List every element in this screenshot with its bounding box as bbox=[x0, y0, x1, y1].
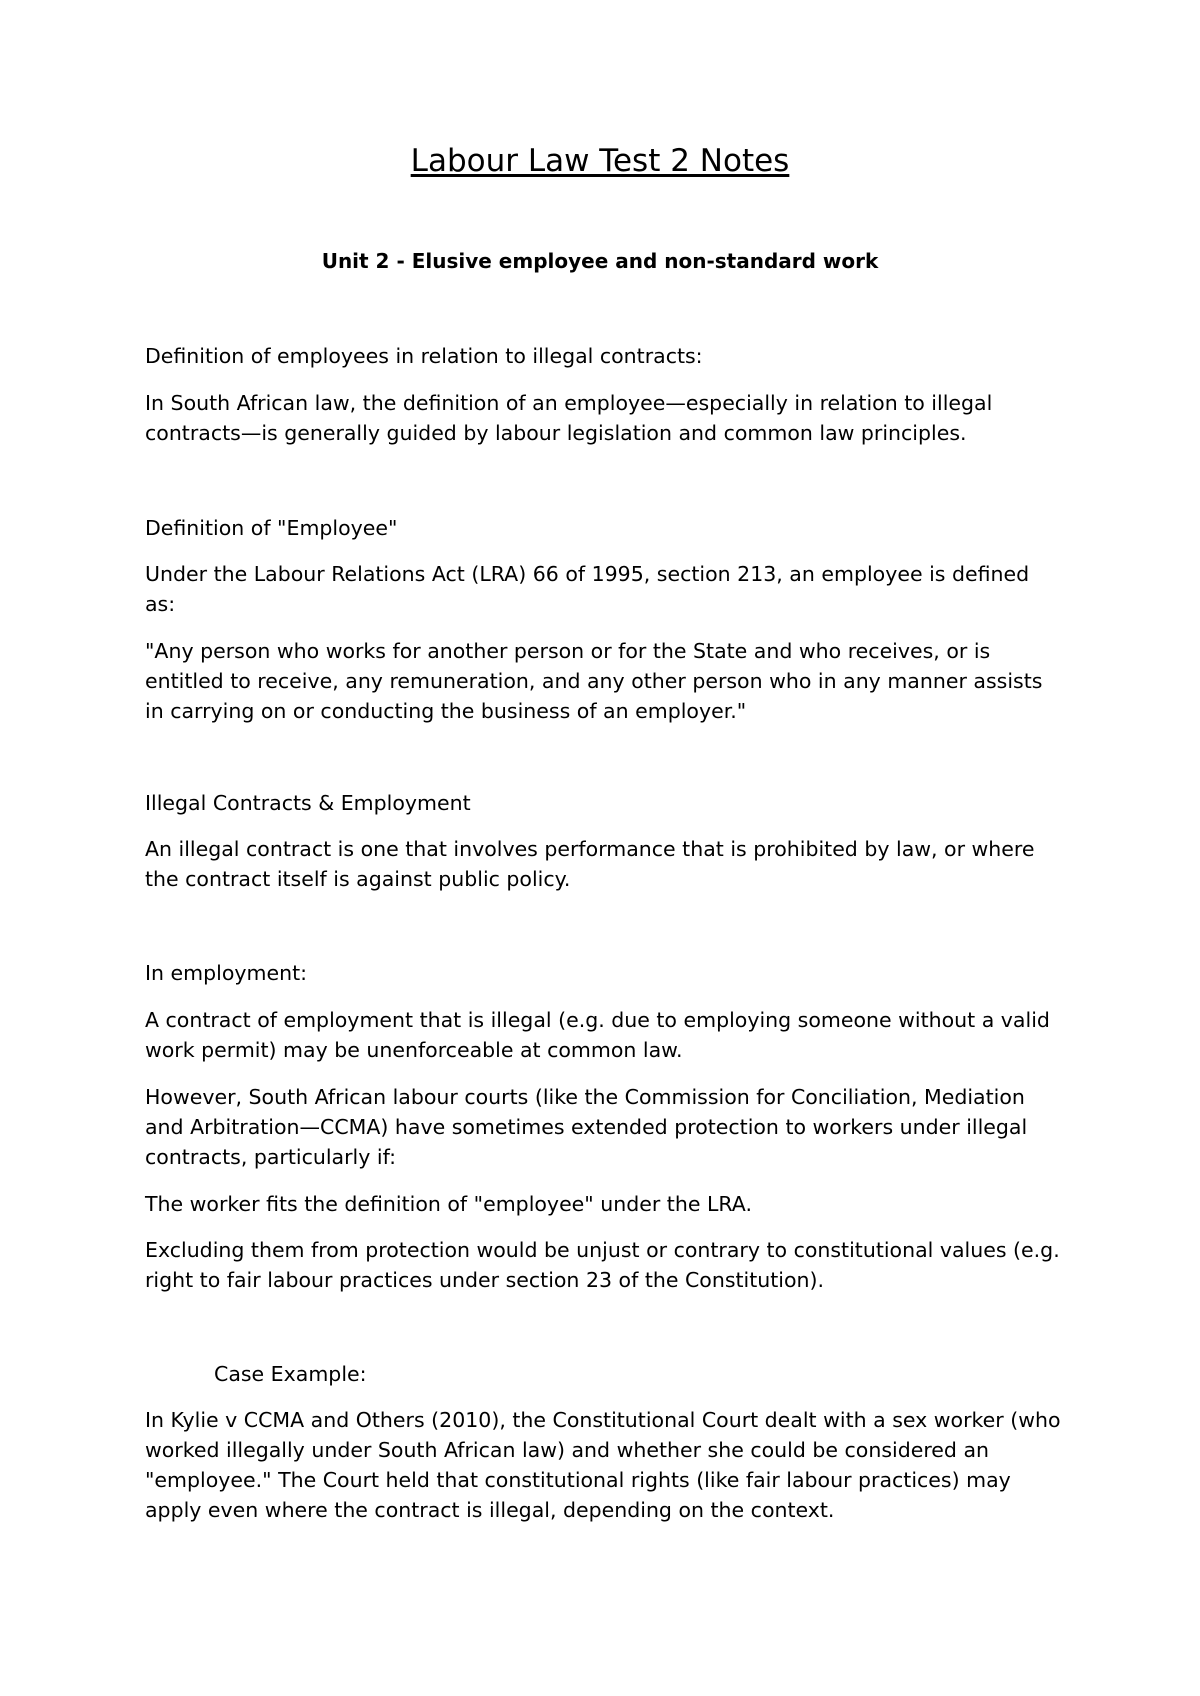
section-heading-in-employment: In employment: bbox=[145, 961, 308, 985]
section-heading-case-example: Case Example: bbox=[214, 1362, 367, 1386]
unit-heading: Unit 2 - Elusive employee and non-standard work bbox=[321, 249, 879, 273]
section-heading-definition-illegal: Definition of employees in relation to illegal contracts: bbox=[145, 344, 703, 368]
document-title: Labour Law Test 2 Notes bbox=[410, 143, 790, 179]
paragraph-labour-courts: However, South African labour courts (like the Commission for Conciliation, Mediation and Arbitration—CCMA) have sometimes extended protection to workers under illegal contracts, particularly if: bbox=[145, 1085, 1028, 1169]
section-heading-illegal-contracts: Illegal Contracts & Employment bbox=[145, 791, 471, 815]
section-heading-employee: Definition of "Employee" bbox=[145, 516, 398, 540]
paragraph-excluding: Excluding them from protection would be unjust or contrary to constitutional values (e.g. right to fair labour practices under section 23 of the Constitution). bbox=[145, 1238, 1060, 1292]
paragraph-kylie-case: In Kylie v CCMA and Others (2010), the Constitutional Court dealt with a sex worker (who worked illegally under South African law) and whether she could be considered an "employee." The Court held that constitutional rights (like fair labour practices) may apply even where the contract is illegal, depending on the context. bbox=[145, 1408, 1061, 1522]
paragraph-unenforceable: A contract of employment that is illegal (e.g. due to employing someone without a valid work permit) may be unenforceable at common law. bbox=[145, 1008, 1050, 1062]
paragraph-lra-definition: Under the Labour Relations Act (LRA) 66 of 1995, section 213, an employee is defined as: bbox=[145, 562, 1030, 616]
paragraph-intro: In South African law, the definition of an employee—especially in relation to illegal contracts—is generally guided by labour legislation and common law principles. bbox=[145, 391, 993, 445]
quote-employee-definition: "Any person who works for another person or for the State and who receives, or is entitled to receive, any remuneration, and any other person who in any manner assists in carrying on or conducting the business of an employer." bbox=[145, 639, 1043, 723]
paragraph-illegal-contract: An illegal contract is one that involves performance that is prohibited by law, or where the contract itself is against public policy. bbox=[145, 837, 1035, 891]
paragraph-worker-fits: The worker fits the definition of "employee" under the LRA. bbox=[145, 1192, 752, 1216]
